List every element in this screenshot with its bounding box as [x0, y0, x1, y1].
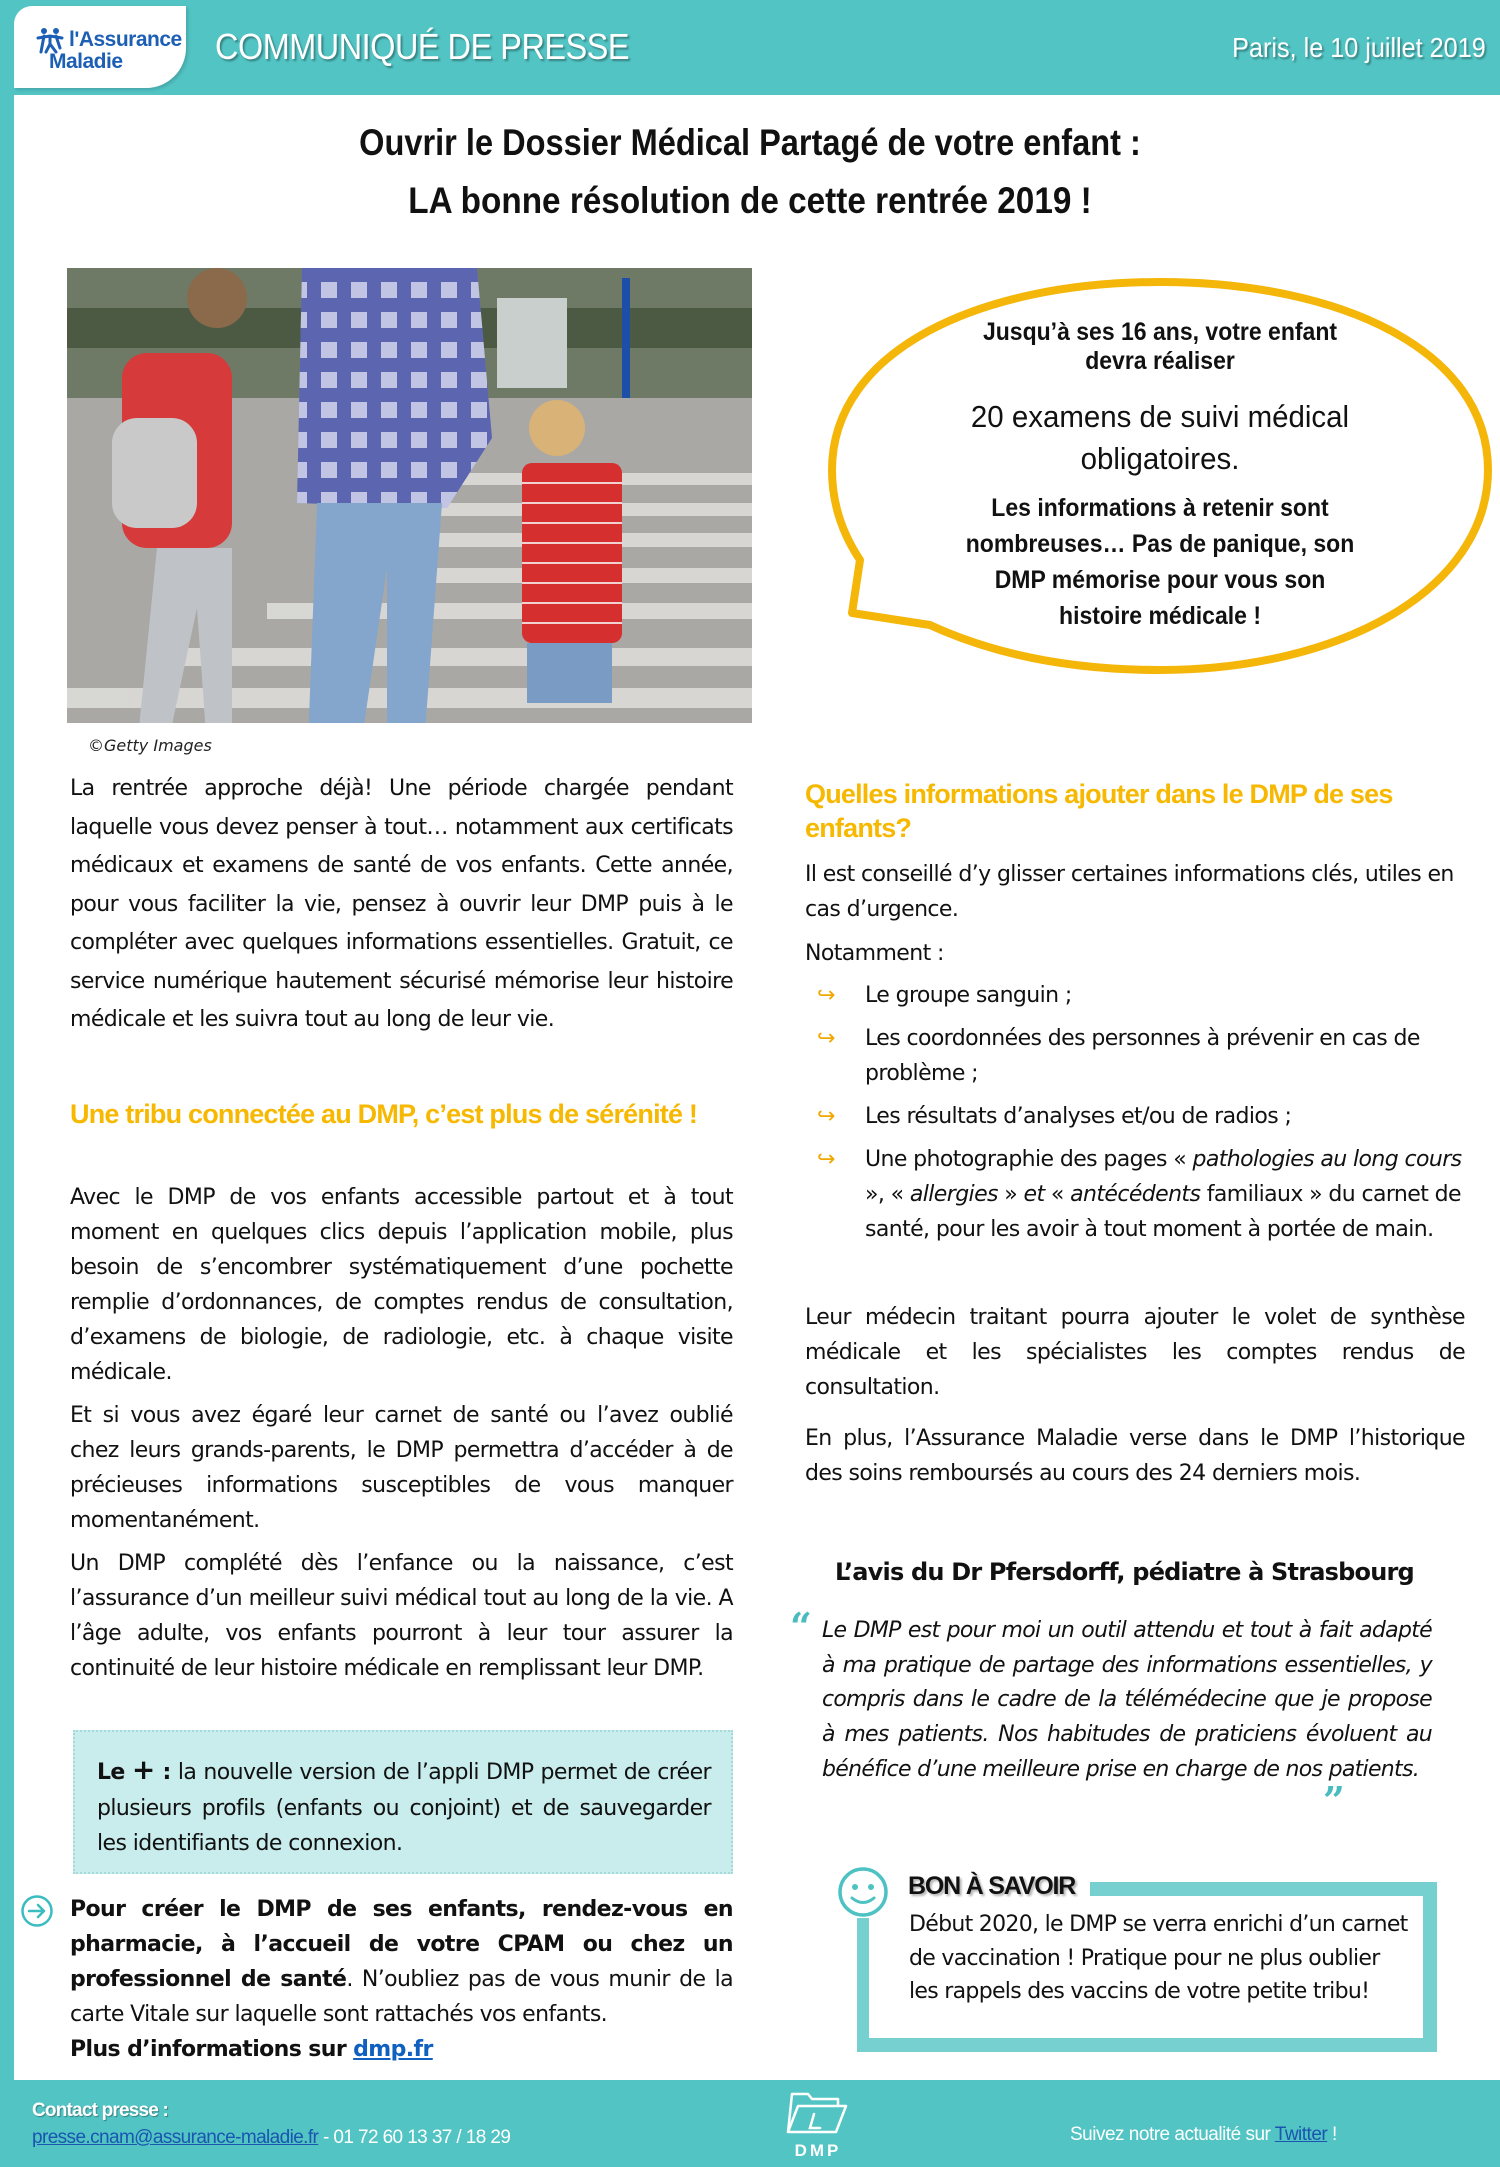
section-heading-tribu: Une tribu connectée au DMP, c’est plus de sérénité ! [70, 1099, 698, 1129]
dmp-link[interactable]: dmp.fr [353, 2037, 433, 2062]
plus-body: la nouvelle version de l’appli DMP permet de créer plusieurs profils (enfants ou conjoint) et de sauvegarder les identifiants de connexion. [97, 1760, 711, 1856]
plus-info-box [73, 1730, 733, 1874]
section-heading-informations: Quelles informations ajouter dans le DMP de ses enfants? [805, 779, 1393, 843]
press-phone: - 01 72 60 13 37 / 18 29 [318, 2127, 511, 2148]
curved-arrow-icon: ↪ [817, 983, 835, 1008]
photo-credit: ©Getty Images [88, 736, 212, 755]
paragraph-medecin: Leur médecin traitant pourra ajouter le volet de synthèse médicale et les spécialistes les comptes rendus de consultation. [805, 1305, 1465, 1400]
expert-quote: Le DMP est pour moi un outil attendu et tout à fait adapté à ma pratique de partage des informations essentielles, y compris dans le cadre de la télémédecine que je propose à mes patients. Nos habitudes de praticiens évoluent au bénéfice d’une meilleure prise en charge de nos patients. [822, 1618, 1432, 1782]
paragraph-notamment: Notamment : [805, 941, 944, 966]
twitter-link[interactable]: Twitter [1274, 2124, 1328, 2145]
follow-text: Suivez notre actualité sur Twitter ! [1070, 2124, 1337, 2145]
cta-bold: Pour créer le DMP de ses enfants, rendez-vous en pharmacie, à l’accueil de votre CPAM ou chez un professionnel de santé [70, 1897, 733, 1992]
curved-arrow-icon: ↪ [817, 1026, 835, 1051]
paragraph-tribu-3: Un DMP complété dès l’enfance ou la naissance, c’est l’assurance d’un meilleur suivi médical tout au long de la vie. A l’âge adulte, vos enfants pourront à leur tour assurer la continuité de leur histoire médicale en remplissant leur DMP. [70, 1551, 733, 1681]
bubble-intro: Jusqu’à ses 16 ans, votre enfant devra réaliser [982, 318, 1338, 375]
curved-arrow-icon: ↪ [817, 1104, 835, 1129]
open-quote-icon: “ [790, 1604, 812, 1649]
contact-line [32, 2127, 510, 2149]
paragraph-tribu-2: Et si vous avez égaré leur carnet de santé ou l’avez oublié chez leurs grands-parents, le DMP permettra d’accéder à de précieuses informations susceptibles de vous manquer momentanément. [70, 1403, 733, 1533]
list-item: ↪ Le groupe sanguin ; [805, 978, 1465, 1013]
page-subtitle: LA bonne résolution de cette rentrée 2019 ! [408, 180, 1092, 221]
more-info-label: Plus d’informations sur [70, 2037, 354, 2062]
page-title: Ouvrir le Dossier Médical Partagé de votre enfant : [359, 122, 1141, 163]
intro-paragraph: La rentrée approche déjà! Une période chargée pendant laquelle vous devez penser à tout… notamment aux certificats médicaux et examens de santé de vos enfants. Cette année, pour vous faciliter la vie, pensez à ouvrir leur DMP puis à le compléter avec quelques informations essentielles. Gratuit, ce service numérique hautement sécurisé mémorise leur histoire médicale et les suivra tout au long de leur vie. [70, 776, 733, 1032]
assurance-maladie-logo[interactable] [14, 6, 186, 88]
logo-text-line1: l'Assurance [69, 28, 182, 51]
plus-label: Le [97, 1760, 125, 1785]
cta-rest: . N’oubliez pas de vous munir de la carte Vitale sur laquelle sont rattachés vos enfants. [70, 1967, 733, 2027]
family-crossing-image [67, 268, 752, 723]
list-item: ↪ Les coordonnées des personnes à prévenir en cas de problème ; [805, 1021, 1465, 1091]
list-item: ↪ Les résultats d’analyses et/ou de radios ; [805, 1099, 1465, 1134]
plus-icon: + [131, 1753, 155, 1786]
paragraph-en-plus: En plus, l’Assurance Maladie verse dans le DMP l’historique des soins remboursés au cours des 24 derniers mois. [805, 1426, 1465, 1486]
curved-arrow-icon: ↪ [817, 1147, 835, 1172]
info-bullet-list [805, 978, 1465, 1255]
svg-text:DMP: DMP [794, 2141, 842, 2160]
bon-a-savoir-title: BON À SAVOIR [908, 1872, 1076, 1900]
speech-bubble [820, 270, 1500, 690]
close-quote-icon: ” [1323, 1778, 1345, 1823]
cta-text [70, 1892, 733, 2067]
plus-colon: : [154, 1760, 171, 1785]
hero-photo [67, 268, 752, 723]
expert-opinion-title: L’avis du Dr Pfersdorff, pédiatre à Strasbourg [835, 1558, 1414, 1586]
logo-text-line2: Maladie [49, 50, 123, 73]
bubble-conclusion: Les informations à retenir sont nombreuses… Pas de panique, son DMP mémorise pour vous son histoire médicale ! [965, 494, 1355, 630]
list-item: ↪ Une photographie des pages « pathologies au long cours », « allergies » et « antécédents familiaux » du carnet de santé, pour les avoir à tout moment à portée de main. [805, 1142, 1465, 1247]
left-frame-border [0, 95, 14, 2080]
contact-label: Contact presse : [32, 2100, 169, 2121]
bubble-highlight: 20 examens de suivi médical obligatoires. [970, 399, 1350, 476]
smiley-icon [837, 1866, 889, 1918]
paragraph-tribu-1: Avec le DMP de vos enfants accessible partout et à tout moment en quelques clics depuis l’application mobile, plus besoin de s’encombrer systématiquement d’une pochette remplie d’ordonnances, de comptes rendus de consultation, d’examens de biologie, de radiologie, etc. à chaque visite médicale. [70, 1185, 733, 1385]
header-date: Paris, le 10 juillet 2019 [1232, 32, 1486, 63]
plus-info-text [97, 1752, 711, 1862]
header-title: COMMUNIQUÉ DE PRESSE [215, 26, 630, 67]
press-email-link[interactable]: presse.cnam@assurance-maladie.fr [32, 2127, 319, 2148]
dmp-folder-logo[interactable] [780, 2088, 860, 2163]
header-bar [0, 0, 1500, 95]
bon-a-savoir-text: Début 2020, le DMP se verra enrichi d’un carnet de vaccination ! Pratique pour ne plus oublier les rappels des vaccins de votre petite tribu! [909, 1912, 1408, 2004]
arrow-circle-icon [20, 1894, 54, 1928]
paragraph-conseil: Il est conseillé d’y glisser certaines informations clés, utiles en cas d’urgence. [805, 862, 1454, 922]
